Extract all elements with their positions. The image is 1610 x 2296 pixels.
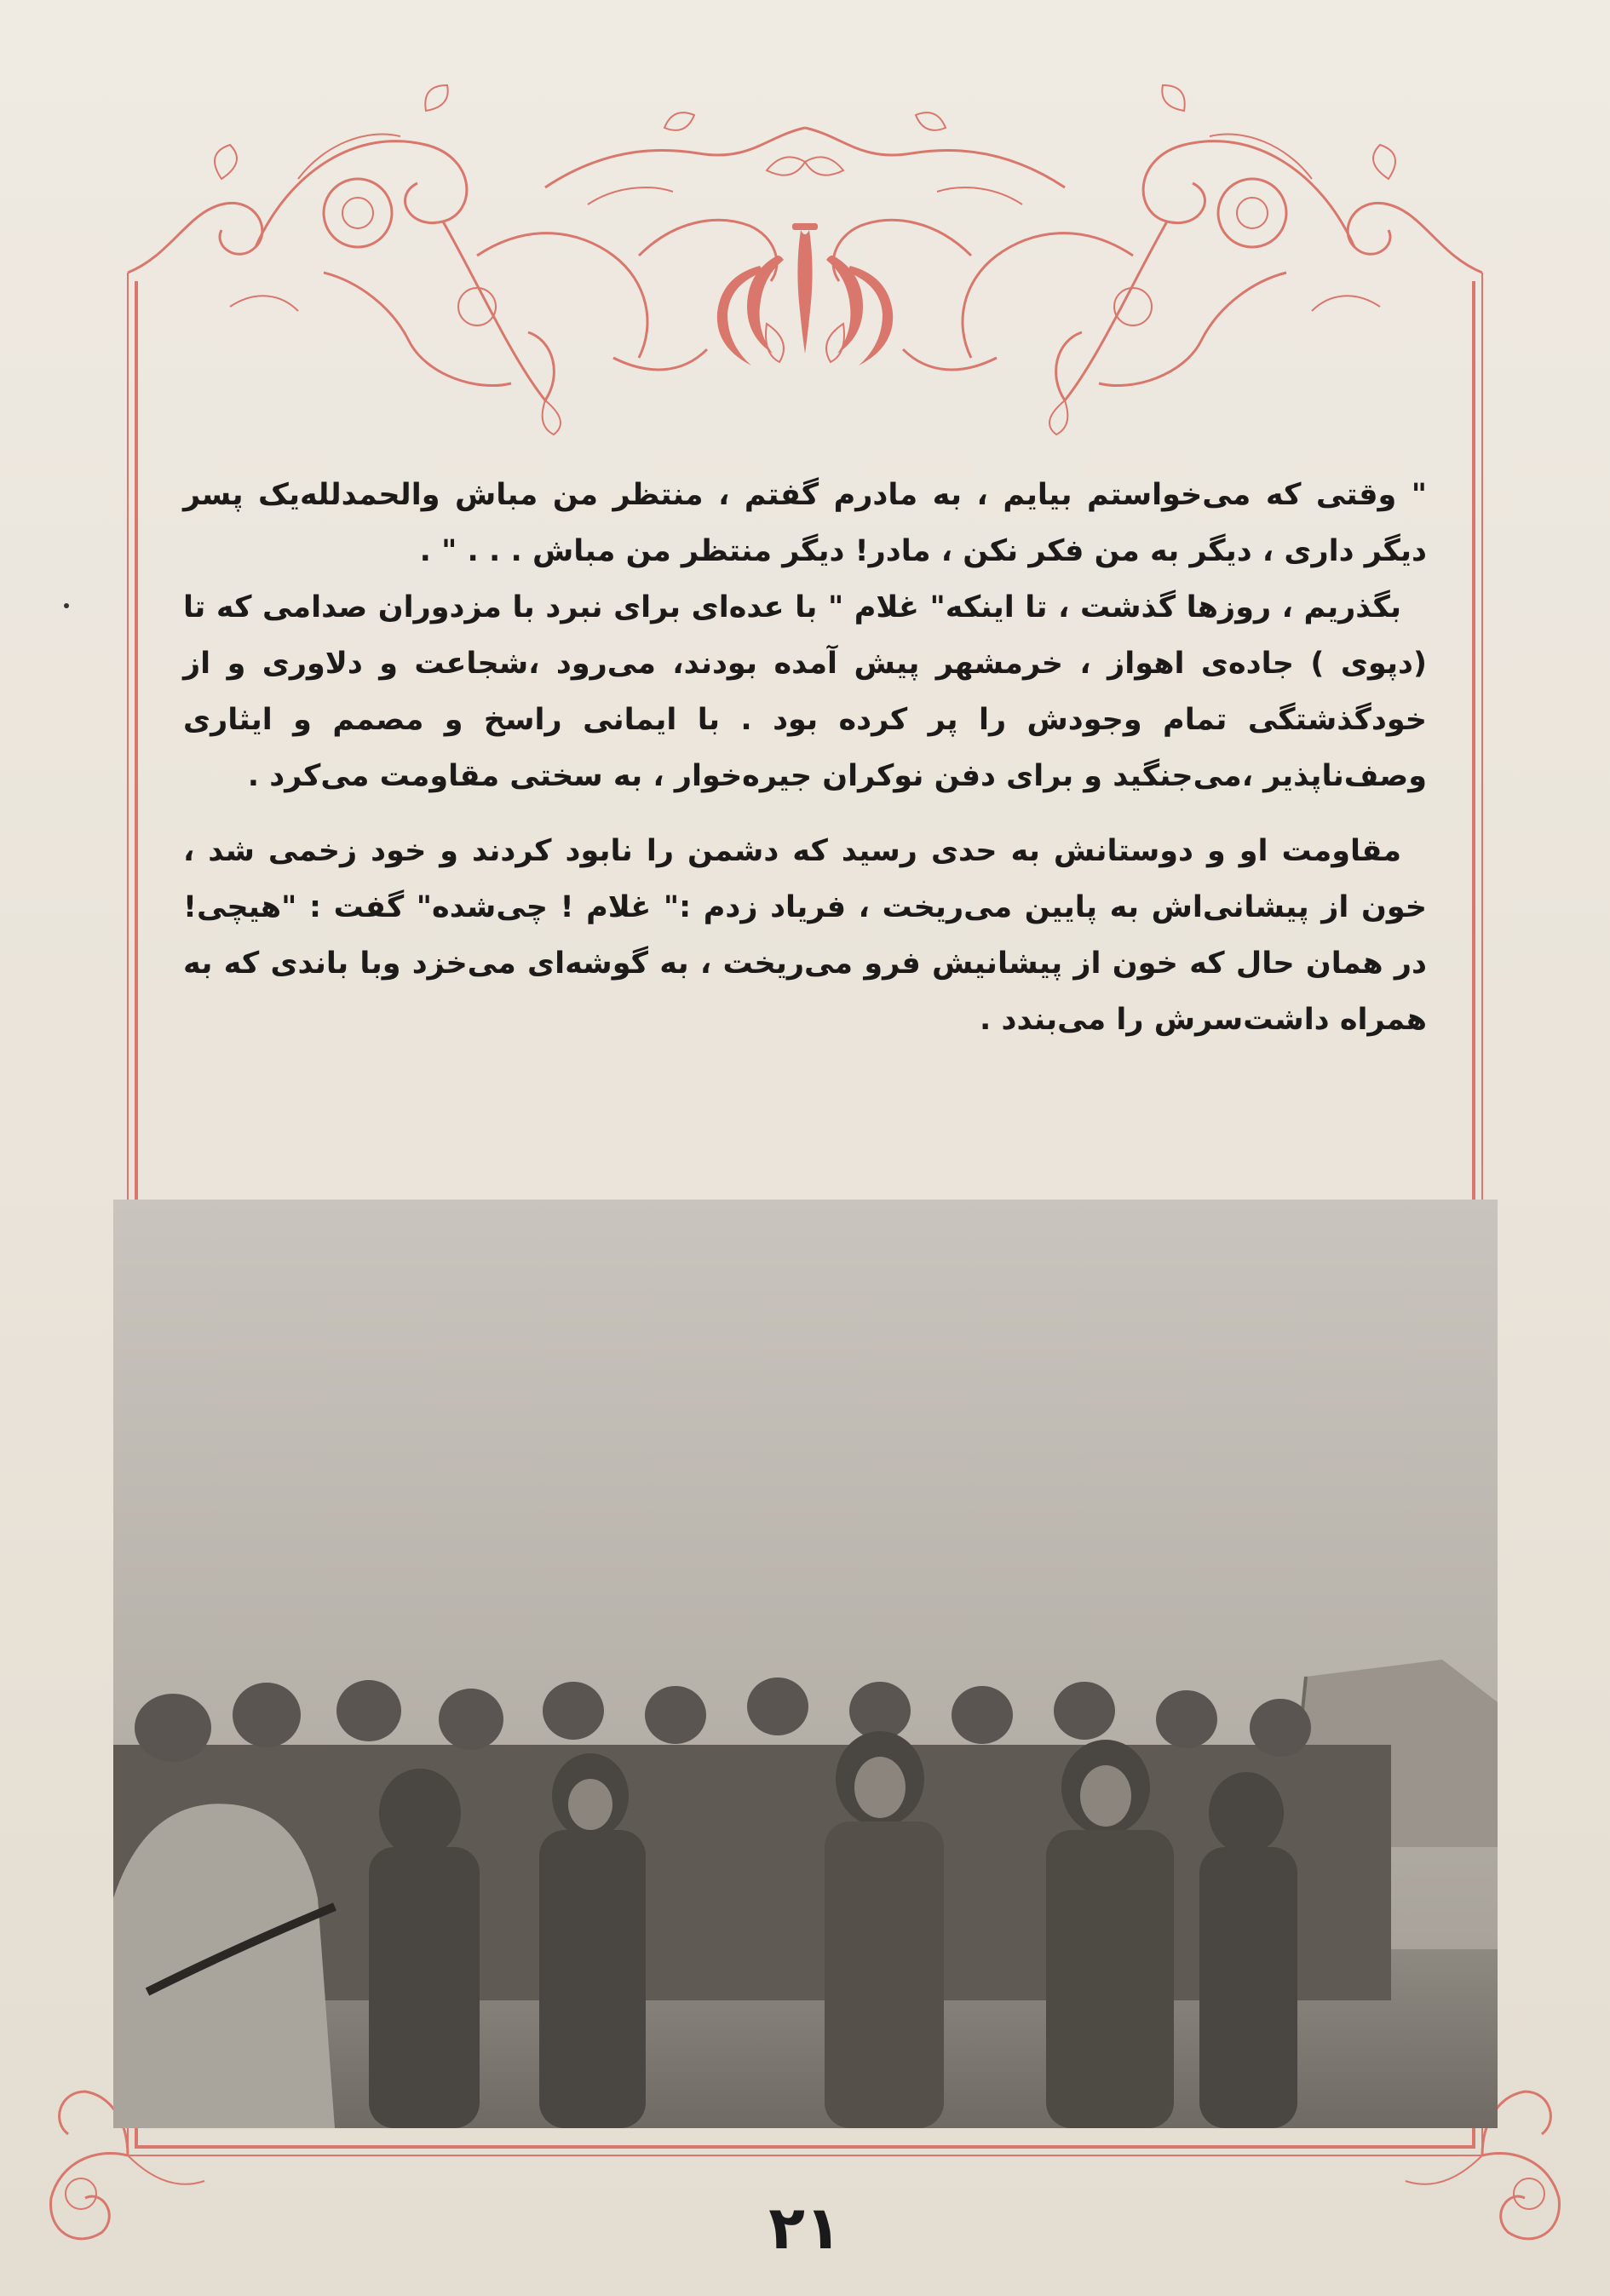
body-text: [183, 467, 1427, 1067]
iran-emblem-icon: [717, 223, 893, 365]
paragraph-1: " وقتی که می‌خواستم بیایم ، به مادرم گفتم ، منتظر من مباش والحمدلله‌یک پسر دیگر داری ، دیگر به من فکر نکن ، مادر! دیگر منتظر من مباش . . . " .: [183, 478, 1427, 568]
page-number: ۲۱: [768, 2193, 842, 2263]
soldiers-photograph: [113, 1200, 1498, 2128]
stray-ink-mark: [64, 603, 69, 608]
paragraph-2: بگذریم ، روزها گذشت ، تا اینکه" غلام " با عده‌ای برای نبرد با مزدوران صدامی که تا (دپوی ) جاده‌ی اهواز ، خرمشهر پیش آمده بودند، می‌رود ،شجاعت و دلاوری و از خودگذشتگی تمام وجودش را پر کرده بود . با ایمانی راسخ و مصمم و ایثاری وصف‌ناپذیر ،می‌جنگید و برای دفن نوکران جیره‌خوار ، به سختی مقاومت می‌کرد .: [183, 590, 1427, 793]
paragraph-3: مقاومت او و دوستانش به حدی رسید که دشمن را نابود کردند و خود زخمی شد ، خون از پیشانی‌اش به پایین می‌ریخت ، فریاد زدم :" غلام ! چی‌شده" گفت : "هیچی! در همان حال که خون از پیشانیش فرو می‌ریخت ، به گوشه‌ای می‌خزد وبا باندی که به همراه داشت‌سرش را می‌بندد .: [183, 834, 1427, 1037]
